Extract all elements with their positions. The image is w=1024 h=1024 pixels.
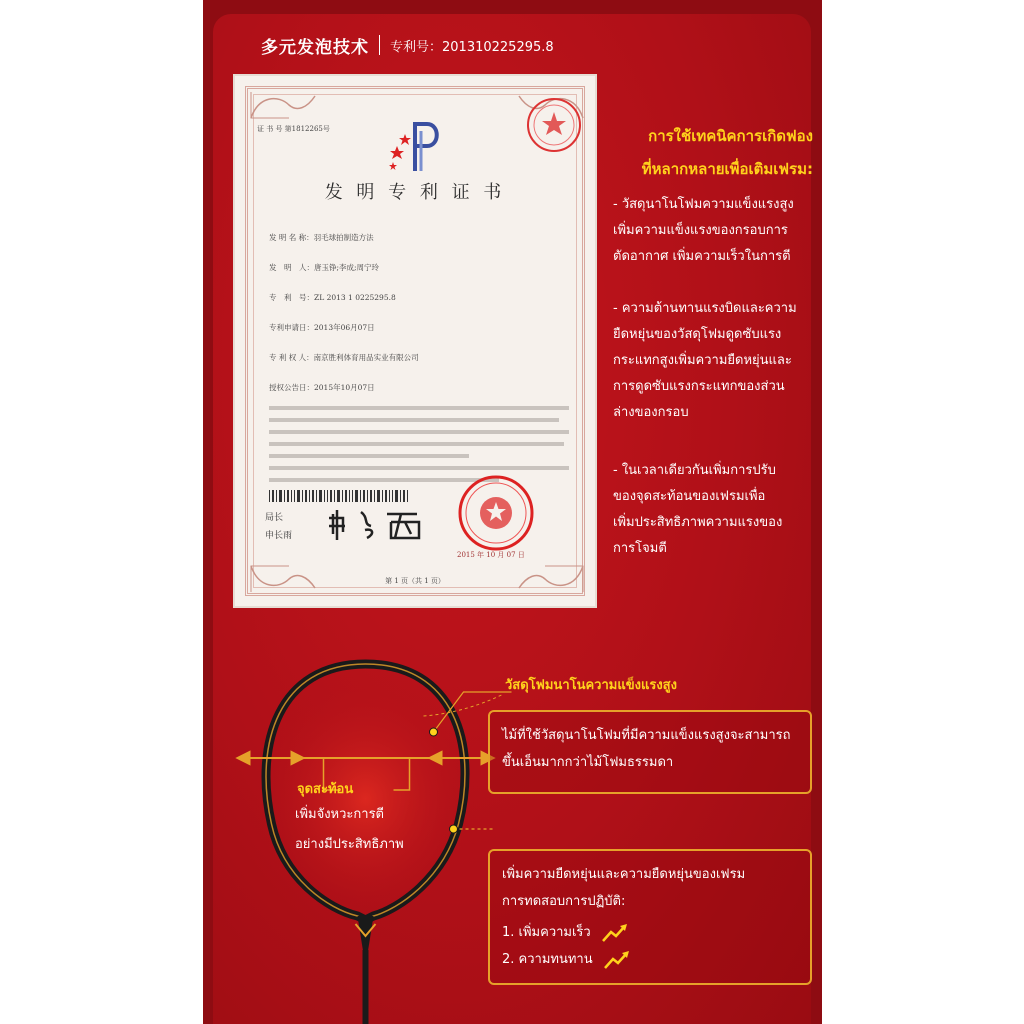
- feature-paragraph-3: [613, 458, 818, 562]
- trend-up-icon: [601, 923, 629, 943]
- feature-paragraph-2: [613, 296, 818, 426]
- certificate-field: 发 明 人：唐玉铮;李成;周宁玲: [269, 263, 380, 272]
- test-item-label: 1. เพิ่มความเร็ว: [502, 925, 591, 940]
- box-line: ไม้ที่ใช้วัสดุนาโนโฟมที่มีความแข็งแรงสูงจะสามารถ: [502, 728, 791, 743]
- certificate-field: 授权公告日：2015年10月07日: [269, 383, 375, 392]
- frame-material-label: วัสดุโฟมนาโนความแข็งแรงสูง: [505, 678, 677, 693]
- certificate-field: 专 利 号：ZL 2013 1 0225295.8: [269, 293, 396, 302]
- feature-line: การดูดซับแรงกระแทกของส่วน: [613, 379, 785, 394]
- feature-line: - ความต้านทานแรงบิดและความ: [613, 301, 797, 316]
- feature-line: กระแทกสูงเพิ่มความยืดหยุ่นและ: [613, 353, 792, 368]
- feature-line: ตัดอากาศ เพิ่มความเร็วในการตี: [613, 249, 791, 264]
- certificate-text-line: [269, 406, 569, 410]
- feature-line: ล่างของกรอบ: [613, 405, 689, 420]
- certificate-number: 证 书 号 第1812265号: [257, 125, 330, 133]
- inside-line: อย่างมีประสิทธิภาพ: [295, 837, 404, 852]
- certificate-field: 专利申请日：2013年06月07日: [269, 323, 375, 332]
- test-item-speed: [502, 919, 798, 946]
- feature-title: [623, 120, 813, 186]
- flexibility-test-box: [488, 849, 812, 985]
- patent-office-logo-icon: [385, 116, 445, 176]
- patent-number: 专利号：201310225295.8: [390, 39, 554, 55]
- certificate-field: 发 明 名 称：羽毛球拍制造方法: [269, 233, 374, 242]
- racket-inside-text: [295, 800, 455, 860]
- product-panel: [203, 0, 822, 1024]
- certificate-title: 发 明 专 利 证 书: [324, 182, 506, 203]
- box-line: การทดสอบการปฏิบัติ:: [502, 894, 626, 909]
- feature-line: - ในเวลาเดียวกันเพิ่มการปรับ: [613, 463, 776, 478]
- chief-name: 申长雨: [265, 531, 293, 541]
- certificate-text-line: [269, 454, 469, 458]
- official-seal-icon: [457, 474, 535, 552]
- corner-ornament-icon: [249, 90, 319, 120]
- certificate-text-line: [269, 442, 564, 446]
- barcode-icon: [269, 490, 409, 502]
- red-stamp-icon: [525, 96, 583, 154]
- feature-paragraph-1: [613, 192, 818, 270]
- feature-line: การโจมตี: [613, 541, 667, 556]
- header-divider: [379, 35, 380, 55]
- box-line: ขึ้นเอ็นมากกว่าไม้โฟมธรรมดา: [502, 755, 674, 770]
- certificate-text-line: [269, 466, 569, 470]
- feature-line: เพิ่มความแข็งแรงของกรอบการ: [613, 223, 788, 238]
- feature-line: ของจุดสะท้อนของเฟรมเพื่อ: [613, 489, 766, 504]
- patent-certificate-image: [233, 74, 597, 608]
- chief-title: 局长: [265, 513, 284, 523]
- trend-up-icon: [603, 950, 631, 970]
- feature-line: เพิ่มประสิทธิภาพความแรงของ: [613, 515, 783, 530]
- certificate-text-line: [269, 418, 559, 422]
- feature-line: - วัสดุนาโนโฟมความแข็งแรงสูง: [613, 197, 794, 212]
- sweet-spot-label: จุดสะท้อน: [297, 782, 354, 797]
- seal-date: 2015 年 10 月 07 日: [457, 551, 525, 559]
- feature-title-line: การใช้เทคนิคการเกิดฟอง: [648, 127, 813, 145]
- certificate-text-line: [269, 430, 569, 434]
- test-item-label: 2. ความทนทาน: [502, 952, 593, 967]
- signature-icon: [325, 504, 435, 544]
- page-number: 第 1 页（共 1 页）: [385, 577, 445, 585]
- certificate-field: 专 利 权 人：南京胜利体育用品实业有限公司: [269, 353, 419, 362]
- box-line: เพิ่มความยืดหยุ่นและความยืดหยุ่นของเฟรม: [502, 867, 746, 882]
- test-item-durability: [502, 946, 798, 973]
- header: [261, 32, 554, 58]
- tech-title: 多元发泡技术: [261, 37, 369, 58]
- string-tension-box: [488, 710, 812, 794]
- content-card: [213, 14, 811, 1024]
- feature-title-line: ที่หลากหลายเพื่อเติมเฟรม:: [641, 160, 813, 178]
- feature-line: ยืดหยุ่นของวัสดุโฟมดูดซับแรง: [613, 327, 782, 342]
- inside-line: เพิ่มจังหวะการตี: [295, 807, 384, 822]
